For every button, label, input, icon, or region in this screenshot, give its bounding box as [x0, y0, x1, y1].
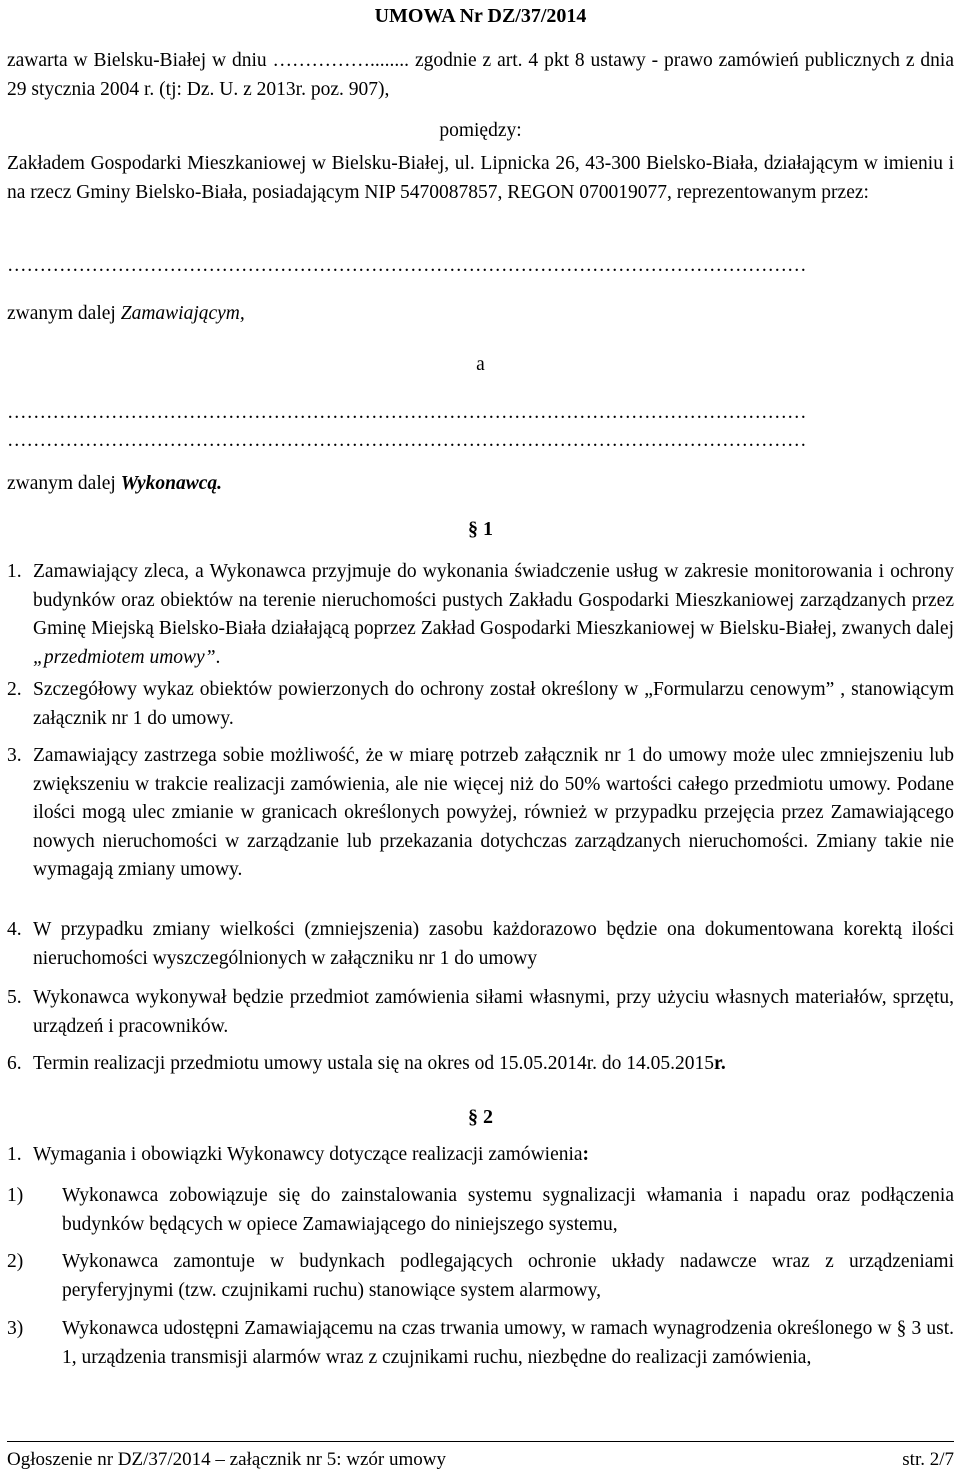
- footer-announcement: Ogłoszenie nr DZ/37/2014 – załącznik nr 5: wzór umowy: [7, 1449, 446, 1470]
- s1-item-3: [7, 742, 954, 885]
- s2-subitem-text: Wykonawca zobowiązuje się do zainstalowania systemu sygnalizacji włamania i napadu oraz podłączenia budynków będących w opiece Zamawiającego do niniejszego systemu,: [62, 1185, 954, 1235]
- s1-item-text: Zamawiający zleca, a Wykonawca przyjmuje do wykonania świadczenie usług w zakresie monitorowania i ochrony budynków oraz obiektów na terenie nieruchomości pustych Zakładu Gospodarki Mieszkaniowej zarządzanych przez Gminę Miejską Bielsko-Biała działającą poprzez Zakład Gospodarki Mieszkaniowej w Bielsku-Białej, zwanych dalej „przedmiotem umowy”.: [33, 561, 954, 668]
- s2-subitem-text: Wykonawca udostępni Zamawiającemu na czas trwania umowy, w ramach wynagrodzenia określonego w § 3 ust. 1, urządzenia transmisji alarmów wraz z czujnikami ruchu, niezbędne do realizacji zamówienia,: [62, 1318, 954, 1368]
- page-number: str. 2/7: [902, 1449, 954, 1470]
- party-ordering-description: Zakładem Gospodarki Mieszkaniowej w Bielsku-Białej, ul. Lipnicka 26, 43-300 Bielsko-Biała, działającym w imieniu i na rzecz Gminy Bielsko-Biała, posiadającym NIP 5470087857, REGON 070019077, reprezentowanym przez:: [7, 153, 954, 203]
- s1-item-text: Termin realizacji przedmiotu umowy ustala się na okres od 15.05.2014r. do 14.05.2015r.: [33, 1053, 726, 1074]
- s1-item-text: W przypadku zmiany wielkości (zmniejszenia) zasobu każdorazowo będzie ona dokumentowana korektą ilości nieruchomości wyszczególnionych w załączniku nr 1 do umowy: [33, 919, 954, 969]
- s1-item-6: [7, 1050, 954, 1079]
- s1-item-number: 3.: [7, 745, 22, 766]
- s1-item-text: Szczegółowy wykaz obiektów powierzonych do ochrony został określony w „Formularzu cenowym” , stanowiącym załącznik nr 1 do umowy.: [33, 679, 954, 729]
- s1-item-5: [7, 984, 954, 1041]
- footer-divider: [7, 1441, 954, 1442]
- s1-item-text: Zamawiający zastrzega sobie możliwość, że w miarę potrzeb załącznik nr 1 do umowy może ulec zmniejszeniu lub zwiększeniu w trakcie realizacji zamówienia, ale nie więcej niż do 50% wartości całego przedmiotu umowy. Podane ilości mogą ulec zmianie w granicach określonych powyżej, również w przypadku przejęcia przez Zamawiającego nowych nieruchomości w zarządzanie lub przekazania dotychczas zarządzanych nieruchomości. Zmiany takie nie wymagają zmiany umowy.: [33, 745, 954, 880]
- document-title: UMOWA Nr DZ/37/2014: [374, 5, 587, 27]
- s2-item-number: 1.: [7, 1144, 22, 1165]
- called-prefix-2: zwanym dalej: [7, 473, 121, 494]
- s1-item-2: [7, 676, 954, 733]
- contractor-alias: [7, 470, 954, 499]
- s1-item-text: Wykonawca wykonywał będzie przedmiot zamówienia siłami własnymi, przy użyciu własnych materiałów, sprzętu, urządzeń i pracowników.: [33, 987, 954, 1037]
- s1-item-1: [7, 558, 954, 672]
- ordering-party-alias: [7, 300, 954, 329]
- s2-subitem-3: [7, 1315, 954, 1372]
- representative-placeholder: ……………………………………………………………………………………………………………: [7, 255, 807, 276]
- s2-subitem-text: Wykonawca zamontuje w budynkach podlegających ochronie układy nadawcze wraz z urządzeniami peryferyjnymi (tzw. czujnikami ruchu) stanowiące system alarmowy,: [62, 1251, 954, 1301]
- section-2-heading: § 2: [468, 1106, 493, 1128]
- intro-paragraph: zawarta w Bielsku-Białej w dniu ……………........ zgodnie z art. 4 pkt 8 ustawy - prawo zamówień publicznych z dnia 29 stycznia 2004 r. (tj: Dz. U. z 2013r. poz. 907),: [7, 50, 954, 100]
- called-prefix: zwanym dalej: [7, 303, 121, 324]
- section-1-heading: § 1: [468, 518, 493, 540]
- s2-subitem-number: 2): [7, 1251, 24, 1272]
- s2-item-text: Wymagania i obowiązki Wykonawcy dotyczące realizacji zamówienia:: [33, 1144, 590, 1165]
- s1-item-number: 6.: [7, 1053, 22, 1074]
- s2-subitem-2: [7, 1248, 954, 1305]
- contractor-placeholder-2: ……………………………………………………………………………………………………………: [7, 430, 807, 451]
- s1-item-number: 4.: [7, 919, 22, 940]
- ordering-party-name: Zamawiającym,: [120, 303, 245, 324]
- s1-item-4: [7, 916, 954, 973]
- s2-subitem-number: 1): [7, 1185, 24, 1206]
- s2-item-1: [7, 1141, 954, 1170]
- contractor-placeholder-1: ……………………………………………………………………………………………………………: [7, 402, 807, 423]
- s2-subitem-number: 3): [7, 1318, 24, 1339]
- page-footer: [7, 1446, 954, 1475]
- subject-term: „przedmiotem umowy”: [33, 646, 216, 668]
- s1-item-number: 5.: [7, 987, 22, 1008]
- s1-item-number: 2.: [7, 679, 22, 700]
- contractor-name: Wykonawcą.: [120, 473, 223, 494]
- and-label: a: [476, 354, 485, 375]
- s2-subitem-1: [7, 1182, 954, 1239]
- s1-item-number: 1.: [7, 561, 22, 582]
- between-label: pomiędzy:: [439, 120, 522, 141]
